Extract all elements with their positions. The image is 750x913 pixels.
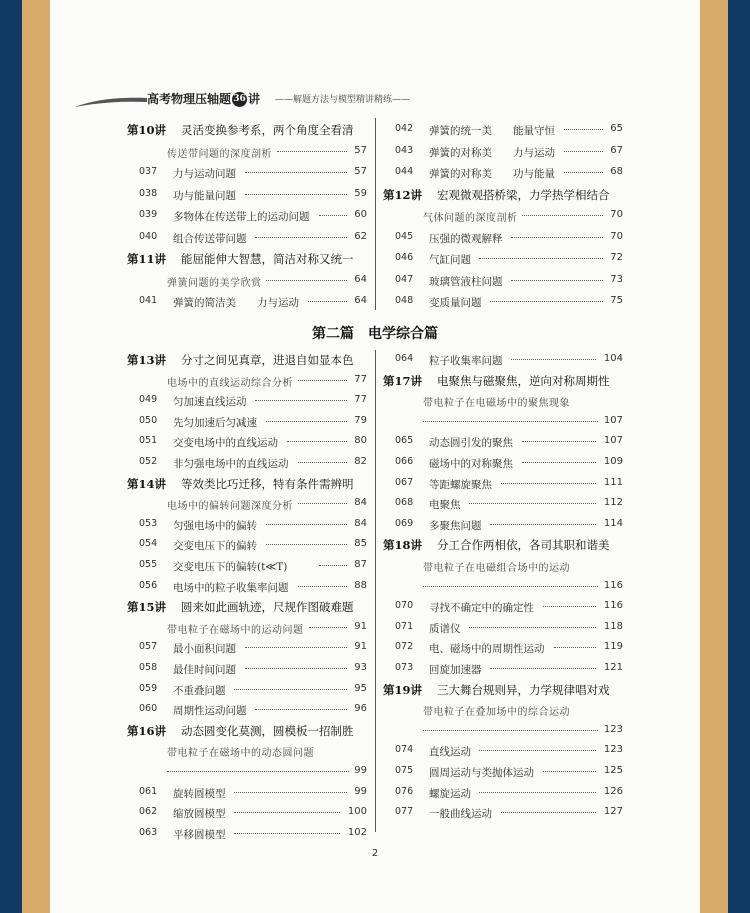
page-ref: 59 — [354, 187, 367, 199]
toc-entry — [127, 803, 367, 823]
entry-title: 直线运动 — [429, 746, 471, 759]
leader-dots — [234, 689, 347, 690]
leader-dots — [245, 668, 347, 669]
page-ref: 64 — [354, 273, 367, 285]
entry-title: 螺旋运动 — [429, 787, 471, 800]
lecture-subtitle: 电场中的直线运动综合分析 — [167, 377, 293, 389]
lecture-subtitle: 带电粒子在叠加场中的综合运动 — [423, 707, 570, 719]
leader-dots — [245, 172, 347, 173]
page-ref: 125 — [603, 765, 623, 776]
lecture-heading — [127, 120, 367, 140]
lecture-heading — [127, 474, 367, 494]
lecture-subtitle-entry — [127, 494, 367, 514]
leader-dots — [234, 833, 340, 834]
lecture-label: 第14讲 — [127, 476, 167, 491]
toc-entry — [383, 741, 623, 761]
entry-number: 068 — [395, 497, 414, 509]
leader-dots — [255, 237, 347, 238]
entry-number: 041 — [139, 295, 158, 306]
toc-entry — [383, 638, 623, 658]
lecture-label: 第12讲 — [383, 187, 423, 202]
leader-dots — [511, 359, 596, 360]
entry-title: 回旋加速器 — [429, 664, 482, 676]
page-ref: 123 — [603, 723, 623, 735]
page-ref: 121 — [603, 662, 623, 673]
lecture-subtitle: 气体问题的深度剖析 — [423, 213, 518, 224]
leader-dots — [234, 792, 347, 793]
page-ref: 91 — [354, 641, 367, 653]
toc-entry — [127, 391, 367, 411]
entry-title: 质谱仪 — [429, 622, 461, 635]
leader-dots — [298, 380, 347, 381]
toc-entry — [127, 432, 367, 452]
lecture-subtitle: 传送带问题的深度剖析 — [167, 148, 272, 160]
toc-entry — [383, 597, 623, 617]
entry-title: 功与能量问题 — [173, 189, 236, 202]
entry-title: 组合传送带问题 — [173, 232, 247, 245]
lecture-subtitle: 弹簧问题的美学欣赏 — [167, 277, 262, 289]
lecture-label: 第17讲 — [383, 373, 423, 388]
page-ref: 60 — [354, 209, 367, 220]
entry-title: 电、磁场中的周期性运动 — [429, 643, 545, 656]
leader-dots — [266, 421, 347, 422]
leader-continuation — [127, 762, 367, 782]
page-ref: 116 — [603, 600, 623, 612]
leader-dots — [522, 215, 603, 216]
toc-entry — [383, 453, 623, 473]
toc-entry — [383, 292, 623, 312]
entry-number: 071 — [395, 620, 414, 632]
leader-dots — [554, 647, 596, 648]
toc-entry — [383, 474, 623, 494]
page-ref: 96 — [354, 703, 367, 715]
toc-entry — [383, 163, 623, 183]
toc-entry — [383, 618, 623, 638]
page-ref: 119 — [603, 641, 623, 653]
page-ref: 87 — [354, 559, 367, 570]
lecture-subtitle: 电场中的偏转问题深度分析 — [167, 501, 293, 513]
leader-dots — [564, 129, 603, 130]
entry-number: 037 — [139, 166, 158, 177]
page-ref: 127 — [603, 806, 623, 818]
toc-entry — [383, 432, 623, 452]
entry-number: 047 — [395, 273, 414, 285]
leader-dots — [319, 565, 347, 566]
entry-title: 匀加速直线运动 — [173, 396, 247, 409]
toc-entry — [127, 453, 367, 473]
entry-number: 070 — [395, 600, 414, 612]
page-ref: 79 — [354, 414, 367, 426]
entry-number: 046 — [395, 252, 414, 263]
page-ref: 126 — [603, 785, 623, 797]
leader-dots — [266, 280, 347, 281]
page-ref: 67 — [610, 144, 623, 156]
lecture-subtitle-entry — [383, 206, 623, 226]
entry-title: 等距螺旋聚焦 — [429, 478, 492, 491]
entry-number: 077 — [395, 806, 414, 818]
entry-number: 043 — [395, 144, 414, 156]
toc-entry — [383, 350, 623, 370]
header-swoosh-icon — [75, 96, 147, 108]
lecture-subtitle: 带电粒子在磁场中的运动问题 — [167, 624, 304, 636]
lecture-title: 三大舞台规则异，力学规律唱对戏 — [437, 682, 610, 697]
toc-entry — [127, 700, 367, 720]
entry-title: 圆周运动与类抛体运动 — [429, 767, 534, 779]
lecture-heading — [127, 350, 367, 370]
page-ref: 99 — [354, 785, 367, 797]
entry-number: 075 — [395, 765, 414, 776]
toc-entry — [127, 556, 367, 576]
leader-dots — [511, 280, 603, 281]
leader-continuation — [383, 721, 623, 741]
lecture-subtitle-entry — [127, 741, 367, 761]
entry-number: 048 — [395, 295, 414, 306]
entry-title: 周期性运动问题 — [173, 705, 247, 718]
page-ref: 82 — [354, 456, 367, 467]
entry-number: 054 — [139, 538, 158, 550]
toc-entry — [127, 783, 367, 803]
leader-dots — [564, 172, 603, 173]
leader-dots — [423, 730, 598, 731]
lecture-label: 第16讲 — [127, 723, 167, 738]
toc-entry — [383, 494, 623, 514]
lecture-label: 第19讲 — [383, 682, 423, 697]
page-ref: 73 — [610, 273, 623, 285]
leader-dots — [423, 421, 598, 422]
leader-dots — [543, 606, 596, 607]
entry-number: 051 — [139, 435, 158, 447]
entry-number: 060 — [139, 703, 158, 715]
entry-title: 弹簧的对称美 功与能量 — [429, 168, 555, 180]
entry-title: 最佳时间问题 — [173, 664, 236, 676]
leader-dots — [501, 812, 596, 813]
lecture-heading — [127, 249, 367, 269]
lecture-heading — [383, 535, 623, 555]
leader-dots — [423, 586, 598, 587]
page-ref: 84 — [354, 497, 367, 509]
running-header — [75, 88, 411, 110]
entry-title: 平移圆模型 — [173, 828, 226, 841]
entry-number: 062 — [139, 806, 158, 818]
entry-number: 040 — [139, 230, 158, 242]
page-ref: 95 — [354, 682, 367, 694]
lecture-heading — [383, 185, 623, 205]
entry-title: 交变电压下的偏转 — [173, 540, 257, 553]
toc-entry — [127, 680, 367, 700]
leader-dots — [522, 441, 596, 442]
page-ref: 77 — [354, 373, 367, 385]
entry-title: 电聚焦 — [429, 499, 461, 512]
page-ref: 77 — [354, 394, 367, 406]
leader-dots — [490, 668, 596, 669]
entry-title: 气缸问题 — [429, 254, 471, 266]
leader-dots — [287, 441, 347, 442]
toc-entry — [127, 185, 367, 205]
toc-entry — [383, 783, 623, 803]
lecture-title: 圆来如此画轨迹，尺规作图破难题 — [181, 600, 354, 615]
page-ref: 57 — [354, 144, 367, 156]
entry-number: 057 — [139, 641, 158, 653]
page-ref: 80 — [354, 435, 367, 447]
page-ref: 93 — [354, 662, 367, 673]
toc-entry — [127, 577, 367, 597]
page-ref: 104 — [603, 353, 623, 364]
entry-title: 电场中的粒子收集率问题 — [173, 581, 289, 594]
lecture-label: 第10讲 — [127, 123, 167, 137]
entry-title: 旋转圆模型 — [173, 787, 226, 800]
page-ref: 88 — [354, 579, 367, 591]
toc-entry — [127, 535, 367, 555]
leader-dots — [245, 647, 347, 648]
toc-entry — [383, 515, 623, 535]
leader-dots — [319, 215, 347, 216]
entry-number: 058 — [139, 662, 158, 673]
page-ref: 84 — [354, 517, 367, 529]
lecture-heading — [127, 597, 367, 617]
lecture-title: 宏观微观搭桥梁，力学热学相结合 — [437, 187, 610, 202]
toc-entry — [383, 659, 623, 679]
leader-dots — [245, 194, 347, 195]
entry-title: 寻找不确定中的确定性 — [429, 602, 534, 615]
lecture-label: 第13讲 — [127, 353, 167, 367]
lecture-label: 第11讲 — [127, 252, 167, 266]
leader-dots — [298, 462, 347, 463]
leader-dots — [490, 301, 603, 302]
leader-dots — [522, 462, 596, 463]
lecture-subtitle: 带电粒子在电磁组合场中的运动 — [423, 563, 570, 574]
entry-number: 053 — [139, 517, 158, 529]
entry-title: 力与运动问题 — [173, 168, 236, 180]
toc-entry — [383, 762, 623, 782]
lecture-subtitle-entry — [383, 700, 623, 720]
toc-entry — [383, 249, 623, 269]
lecture-subtitle: 带电粒子在磁场中的动态圆问题 — [167, 748, 314, 760]
toc-entry — [127, 163, 367, 183]
leader-dots — [266, 524, 347, 525]
entry-number: 065 — [395, 435, 414, 447]
leader-dots — [266, 544, 347, 545]
page-ref: 107 — [603, 414, 623, 426]
leader-dots — [479, 792, 596, 793]
lecture-label: 第18讲 — [383, 538, 423, 553]
toc-entry — [383, 120, 623, 140]
leader-dots — [469, 627, 596, 628]
entry-title: 弹簧的对称美 力与运动 — [429, 146, 555, 159]
page-ref: 75 — [610, 295, 623, 306]
entry-title: 匀强电场中的偏转 — [173, 519, 257, 532]
lecture-heading — [383, 371, 623, 391]
entry-number: 039 — [139, 209, 158, 220]
lecture-title: 灵活变换参考系，两个角度全看清 — [181, 123, 354, 137]
lecture-subtitle-entry — [127, 142, 367, 162]
page-ref: 107 — [603, 435, 623, 447]
entry-title: 弹簧的统一美 能量守恒 — [429, 125, 555, 137]
column-divider-top — [375, 118, 376, 310]
page-ref: 100 — [347, 806, 367, 818]
entry-number: 056 — [139, 579, 158, 591]
page-ref: 72 — [610, 252, 623, 263]
page-ref: 99 — [354, 765, 367, 776]
entry-number: 044 — [395, 166, 414, 177]
entry-title: 玻璃管液柱问题 — [429, 275, 503, 288]
lecture-heading — [383, 680, 623, 700]
toc-entry — [383, 271, 623, 291]
leader-dots — [298, 503, 347, 504]
toc-entry — [127, 228, 367, 248]
entry-number: 042 — [395, 123, 414, 134]
entry-number: 052 — [139, 456, 158, 467]
lecture-subtitle-entry — [127, 271, 367, 291]
lecture-heading — [127, 721, 367, 741]
toc-entry — [383, 142, 623, 162]
entry-title: 压强的微观解释 — [429, 232, 503, 245]
toc-entry — [127, 292, 367, 312]
toc-entry — [383, 803, 623, 823]
entry-title: 多聚焦问题 — [429, 519, 482, 532]
leader-dots — [167, 771, 349, 772]
page-ref: 91 — [354, 620, 367, 632]
entry-title: 一般曲线运动 — [429, 808, 492, 821]
lecture-subtitle-entry — [127, 371, 367, 391]
entry-title: 缩放圆模型 — [173, 808, 226, 821]
page-ref: 68 — [610, 166, 623, 177]
entry-number: 066 — [395, 456, 414, 467]
entry-number: 045 — [395, 230, 414, 242]
page-ref: 64 — [354, 295, 367, 306]
entry-title: 先匀加速后匀减速 — [173, 416, 257, 429]
page-ref: 65 — [610, 123, 623, 134]
lecture-subtitle-entry — [383, 556, 623, 576]
leader-dots — [479, 750, 596, 751]
toc-entry — [127, 515, 367, 535]
leader-dots — [564, 151, 603, 152]
entry-number: 064 — [395, 353, 414, 364]
entry-number: 067 — [395, 476, 414, 488]
lecture-title: 等效类比巧迁移，特有条件需辨明 — [181, 476, 354, 491]
entry-number: 072 — [395, 641, 414, 653]
page-ref: 118 — [603, 620, 623, 632]
leader-dots — [308, 301, 347, 302]
toc-entry — [127, 412, 367, 432]
book-subtitle: ——解题方法与模型精讲精练—— — [275, 95, 411, 105]
leader-dots — [511, 237, 603, 238]
lecture-label: 第15讲 — [127, 600, 167, 615]
entry-title: 粒子收集率问题 — [429, 355, 503, 367]
toc-entry — [127, 206, 367, 226]
leader-dots — [469, 503, 596, 504]
toc-entry — [127, 659, 367, 679]
entry-title: 多物体在传送带上的运动问题 — [173, 211, 310, 223]
toc-entry — [127, 638, 367, 658]
lecture-subtitle-entry — [127, 618, 367, 638]
leader-dots — [501, 483, 596, 484]
entry-title: 动态圆引发的聚焦 — [429, 437, 513, 450]
page-number: 2 — [371, 848, 379, 859]
entry-number: 061 — [139, 785, 158, 797]
entry-title: 非匀强电场中的直线运动 — [173, 458, 289, 470]
lecture-title: 能屈能伸大智慧，简洁对称又统一 — [181, 252, 354, 266]
entry-number: 049 — [139, 394, 158, 406]
entry-number: 038 — [139, 187, 158, 199]
page-ref: 112 — [603, 497, 623, 509]
entry-title: 最小面积问题 — [173, 643, 236, 656]
lecture-subtitle: 带电粒子在电磁场中的聚焦现象 — [423, 398, 570, 410]
entry-number: 063 — [139, 826, 158, 838]
entry-title: 磁场中的对称聚焦 — [429, 458, 513, 470]
entry-number: 076 — [395, 785, 414, 797]
page-ref: 70 — [610, 209, 623, 220]
leader-dots — [298, 586, 347, 587]
leader-dots — [255, 400, 347, 401]
page-ref: 70 — [610, 230, 623, 242]
entry-number: 073 — [395, 662, 414, 673]
page-ref: 62 — [354, 230, 367, 242]
toc-entry — [127, 824, 367, 844]
lecture-title: 电聚焦与磁聚焦，逆向对称周期性 — [437, 373, 610, 388]
entry-title: 不重叠问题 — [173, 684, 226, 697]
leader-dots — [309, 627, 347, 628]
lecture-count-badge: 36 — [232, 92, 247, 107]
toc-entry — [383, 228, 623, 248]
section-title: 第二篇 电学综合篇 — [312, 326, 438, 342]
leader-dots — [479, 258, 603, 259]
entry-title: 交变电场中的直线运动 — [173, 437, 278, 450]
entry-title: 交变电压下的偏转(t≪T) — [173, 561, 288, 573]
entry-title: 变质量问题 — [429, 297, 482, 309]
leader-dots — [490, 524, 596, 525]
entry-title: 弹簧的简洁美 力与运动 — [173, 297, 299, 309]
entry-number: 059 — [139, 682, 158, 694]
page-ref: 123 — [603, 744, 623, 756]
leader-dots — [277, 151, 347, 152]
column-divider-bottom — [375, 350, 376, 832]
page-ref: 109 — [603, 456, 623, 467]
page-ref: 116 — [603, 579, 623, 591]
leader-dots — [255, 709, 347, 710]
entry-number: 055 — [139, 559, 158, 570]
leader-continuation — [383, 412, 623, 432]
page-ref: 114 — [603, 517, 623, 529]
lecture-subtitle-entry — [383, 391, 623, 411]
leader-dots — [234, 812, 340, 813]
page-ref: 57 — [354, 166, 367, 177]
leader-dots — [543, 771, 596, 772]
page-ref: 85 — [354, 538, 367, 550]
lecture-title: 分工合作两相依，各司其职和谐美 — [437, 538, 610, 553]
book-title: 高考物理压轴题 36 讲 — [147, 92, 261, 106]
page-ref: 102 — [347, 826, 367, 838]
lecture-title: 动态圆变化莫测，圆模板一招制胜 — [181, 723, 354, 738]
lecture-title: 分寸之间见真章，进退自如显本色 — [181, 353, 354, 367]
entry-number: 069 — [395, 517, 414, 529]
leader-continuation — [383, 577, 623, 597]
page-ref: 111 — [603, 476, 623, 488]
entry-number: 050 — [139, 414, 158, 426]
entry-number: 074 — [395, 744, 414, 756]
